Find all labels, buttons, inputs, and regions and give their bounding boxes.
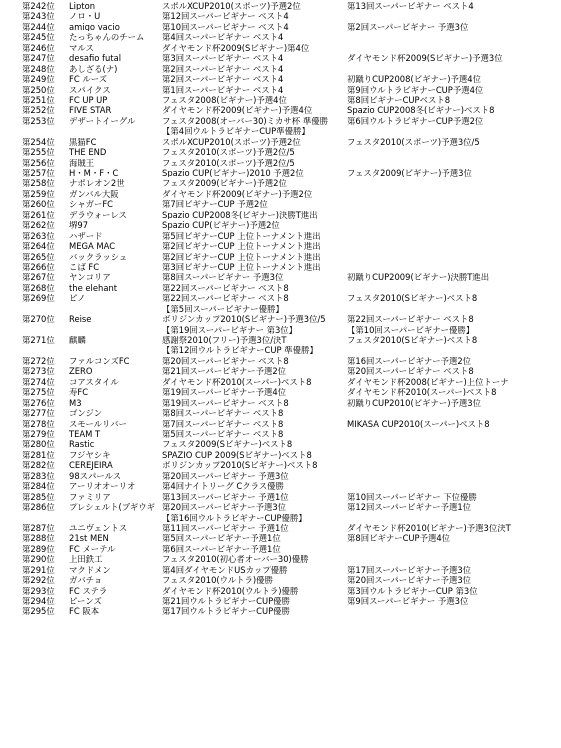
ranking-row	[0, 148, 561, 158]
ranking-row	[0, 159, 561, 169]
past-title-note: 【第5回スーパービギナー優勝】	[162, 304, 284, 314]
team-name-cell: CEREJEIRA	[69, 461, 113, 470]
team-name-cell: あしざる(ナ)	[69, 64, 118, 74]
ranking-row	[0, 440, 561, 450]
result-primary-cell: フェスタ2008(ビギナー)予選4位	[162, 95, 287, 105]
result-primary-cell: SPAZIO CUP 2009(Sビギナー)ベスト8	[162, 450, 312, 460]
team-name-cell: ナポレオン2世	[69, 179, 125, 188]
team-name-cell: FC ステラ	[69, 586, 108, 595]
ranking-row	[0, 555, 561, 565]
result-secondary-cell: 第6回ウルトラビギナーCUP予選2位	[347, 116, 484, 126]
ranking-row	[0, 566, 561, 576]
team-name-cell: 寿FC	[69, 388, 89, 397]
team-name-cell: 麒麟	[69, 336, 86, 345]
ranking-row	[0, 545, 561, 555]
rank-cell: 第286位	[22, 503, 55, 512]
result-secondary-cell: フェスタ2009(ビギナー)予選3位	[347, 169, 472, 178]
result-primary-cell: 第19回スーパービギナー予選4位	[162, 388, 287, 397]
rank-cell: 第258位	[22, 179, 55, 188]
rank-cell: 第274位	[22, 377, 55, 387]
rank-cell: 第249位	[22, 75, 55, 84]
rank-cell: 第271位	[22, 336, 55, 345]
team-name-cell: FC 阪本	[69, 607, 100, 616]
result-secondary-cell: 第16回スーパービギナー予選2位	[347, 356, 472, 366]
team-name-cell: M3	[69, 398, 82, 408]
rank-cell: 第289位	[22, 544, 55, 554]
result-primary-cell: ボリジンカップ2010(Sビギナー)ベスト8	[162, 461, 318, 470]
result-primary-cell: 第2回スーパービギナー ベスト4	[162, 64, 284, 74]
ranking-row	[0, 482, 561, 492]
ranking-row	[0, 54, 561, 64]
ranking-row	[0, 96, 561, 106]
ranking-row	[0, 2, 561, 12]
result-primary-cell: 第20回スーパービギナー 予選3位	[162, 471, 289, 481]
result-primary-cell: 感謝祭2010(フリー)予選3位/決T	[162, 336, 287, 345]
result-primary-cell: 第20回スーパービギナー予選3位	[162, 503, 287, 512]
team-name-cell: FIVE STAR	[69, 106, 112, 115]
rank-cell: 第294位	[22, 597, 55, 606]
ranking-row	[0, 420, 561, 430]
result-secondary-cell: 第10回スーパービギナー 下位優勝	[347, 492, 477, 502]
result-secondary-cell: 初蹴りCUP2008(ビギナー)予選4位	[347, 75, 481, 84]
ranking-row	[0, 284, 561, 294]
team-name-cell: マルス	[69, 43, 94, 53]
team-name-cell: デザートイーグル	[69, 116, 136, 126]
result-primary-cell: フェスタ2010(スポーツ)予選2位/5	[162, 158, 295, 167]
rank-cell: 第281位	[22, 450, 55, 460]
ranking-row	[0, 503, 561, 524]
team-name-cell: amigo vacio	[69, 22, 120, 32]
result-secondary-cell: ダイヤモンド杯2008(ビギナー)上位トーナ	[347, 377, 509, 387]
result-secondary-cell: 第17回スーパービギナー予選3位	[347, 565, 472, 575]
result-primary-cell: Spazio CUP2008冬(ビギナー)決勝T進出	[162, 210, 318, 220]
ranking-row	[0, 65, 561, 75]
rank-cell: 第269位	[22, 294, 55, 303]
ranking-row	[0, 409, 561, 419]
team-name-cell: H・M・F・C	[69, 169, 119, 178]
past-title-note-secondary: 【第10回スーパービギナー優勝】	[347, 325, 475, 334]
team-name-cell: 98スパールス	[69, 471, 122, 481]
rank-cell: 第260位	[22, 200, 55, 209]
team-name-cell: デラウォーレス	[69, 210, 127, 220]
rank-cell: 第261位	[22, 210, 55, 220]
team-name-cell: Reise	[69, 315, 92, 324]
result-secondary-cell: 第3回ウルトラビギナーCUP 第3位	[347, 586, 478, 595]
ranking-row	[0, 315, 561, 336]
result-primary-cell: フェスタ2009(Sビギナー)ベスト8	[162, 440, 293, 449]
rank-cell: 第265位	[22, 252, 55, 261]
ranking-row	[0, 33, 561, 43]
result-secondary-cell: 初蹴りCUP2009(ビギナー)決勝T進出	[347, 273, 490, 282]
ranking-row	[0, 23, 561, 33]
ranking-row	[0, 607, 561, 617]
rank-cell: 第295位	[22, 607, 55, 616]
result-secondary-cell: 第20回スーパービギナー ベスト8	[347, 367, 474, 376]
ranking-row	[0, 232, 561, 242]
rank-cell: 第288位	[22, 534, 55, 543]
ranking-row	[0, 336, 561, 357]
rank-cell: 第264位	[22, 242, 55, 251]
result-primary-cell: 第8回スーパービギナー ベスト8	[162, 409, 284, 418]
result-primary-cell: 第5回スーパービギナー予選1位	[162, 534, 281, 543]
result-primary-cell: フェスタ2008(オーバー30)ミカサ杯 準優勝	[162, 116, 328, 126]
ranking-row	[0, 117, 561, 138]
rank-cell: 第263位	[22, 231, 55, 241]
ranking-row	[0, 138, 561, 148]
team-name-cell: TEAM T	[69, 430, 101, 439]
result-secondary-cell: ダイヤモンド杯2010(スーパー)ベスト8	[347, 388, 497, 397]
ranking-row	[0, 200, 561, 210]
result-primary-cell: 第5回ビギナーCUP 上位トーナメント進出	[162, 231, 321, 241]
rank-cell: 第272位	[22, 356, 55, 366]
result-primary-cell: 第3回ビギナーCUP 上位トーナメント進出	[162, 262, 321, 272]
rank-cell: 第277位	[22, 409, 55, 418]
result-primary-cell: 第3回スーパービギナー ベスト4	[162, 54, 284, 63]
team-name-cell: ファルコンズFC	[69, 356, 130, 366]
team-name-cell: アーリオオーリオ	[69, 482, 136, 491]
result-primary-cell: 第2回ビギナーCUP 上位トーナメント進出	[162, 252, 321, 261]
past-title-note: 【第4回ウルトラビギナーCUP準優勝】	[162, 127, 310, 136]
team-name-cell: スモールリバー	[69, 419, 127, 428]
ranking-row	[0, 221, 561, 231]
result-primary-cell: ダイヤモンド杯2009(ビギナー)予選2位	[162, 189, 313, 199]
rank-cell: 第290位	[22, 555, 55, 564]
result-primary-cell: 第20回スーパービギナー ベスト8	[162, 356, 289, 366]
result-primary-cell: 第2回ビギナーCUP 上位トーナメント進出	[162, 242, 321, 251]
rank-cell: 第291位	[22, 565, 55, 575]
result-primary-cell: 第21回ウルトラビギナーCUP優勝	[162, 597, 290, 606]
result-secondary-cell: ダイヤモンド杯2010(ビギナー)予選3位決T	[347, 523, 511, 533]
rank-cell: 第278位	[22, 419, 55, 428]
ranking-row	[0, 461, 561, 471]
rank-cell: 第259位	[22, 189, 55, 199]
team-name-cell: 堺97	[69, 221, 89, 230]
result-primary-cell: 第6回スーパービギナー予選1位	[162, 544, 281, 554]
team-name-cell: ゴンジン	[69, 409, 103, 418]
ranking-row	[0, 169, 561, 179]
ranking-row	[0, 451, 561, 461]
team-name-cell: ファミリア	[69, 492, 111, 502]
rank-cell: 第273位	[22, 367, 55, 376]
result-primary-cell: 第22回スーパービギナー ベスト8	[162, 283, 289, 293]
team-name-cell: ノロ・U	[69, 12, 101, 21]
rank-cell: 第292位	[22, 576, 55, 585]
team-name-cell: ガンバル大阪	[69, 189, 119, 199]
result-secondary-cell: フェスタ2010(Sビギナー)ベスト8	[347, 336, 478, 345]
ranking-row	[0, 179, 561, 189]
result-primary-cell: 第8回スーパービギナー 予選3位	[162, 273, 284, 282]
rank-cell: 第255位	[22, 148, 55, 157]
result-primary-cell: 第17回ウルトラビギナーCUP優勝	[162, 607, 290, 616]
ranking-row	[0, 367, 561, 377]
ranking-row	[0, 534, 561, 544]
rank-cell: 第244位	[22, 22, 55, 32]
ranking-row	[0, 493, 561, 503]
rank-cell: 第254位	[22, 137, 55, 147]
rank-cell: 第247位	[22, 54, 55, 63]
team-name-cell: 上田鉄工	[69, 555, 103, 564]
result-primary-cell: ダイヤモンド杯2009(ビギナー)予選4位	[162, 106, 313, 115]
past-title-note: 【第16回ウルトラビギナーCUP優勝】	[162, 513, 307, 522]
result-primary-cell: ボリジンカップ2010(Sビギナー)予選3位/5	[162, 315, 326, 324]
rank-cell: 第287位	[22, 523, 55, 533]
rank-cell: 第252位	[22, 106, 55, 115]
ranking-row	[0, 273, 561, 283]
ranking-row	[0, 75, 561, 85]
team-name-cell: THE END	[69, 148, 107, 157]
rank-cell: 第257位	[22, 169, 55, 178]
result-secondary-cell: Spazio CUP2008冬(ビギナー)ベスト8	[347, 106, 495, 115]
team-name-cell: ユニヴェントス	[69, 523, 128, 533]
team-name-cell: MEGA MAC	[69, 242, 116, 251]
result-primary-cell: 第22回スーパービギナー ベスト8	[162, 294, 289, 303]
result-primary-cell: 第7回ビギナーCUP 予選2位	[162, 200, 268, 209]
rank-cell: 第282位	[22, 461, 55, 470]
rank-cell: 第284位	[22, 482, 55, 491]
rank-cell: 第266位	[22, 262, 55, 272]
rank-cell: 第276位	[22, 398, 55, 408]
team-name-cell: ガバチョ	[69, 576, 103, 585]
team-name-cell: こば FC	[69, 262, 100, 272]
rank-cell: 第279位	[22, 430, 55, 439]
rank-cell: 第250位	[22, 85, 55, 94]
ranking-row	[0, 472, 561, 482]
team-name-cell: バックラッシュ	[69, 252, 128, 261]
result-primary-cell: ダイヤモンド杯2009(Sビギナー)第4位	[162, 43, 310, 53]
rank-cell: 第262位	[22, 221, 55, 230]
ranking-row	[0, 399, 561, 409]
result-primary-cell: 第12回スーパービギナー ベスト4	[162, 12, 289, 21]
ranking-row	[0, 253, 561, 263]
ranking-row	[0, 524, 561, 534]
result-primary-cell: 第13回スーパービギナー 予選1位	[162, 492, 289, 502]
result-secondary-cell: 第22回スーパービギナー ベスト8	[347, 315, 474, 324]
result-primary-cell: フェスタ2010(スポーツ)予選2位/5	[162, 148, 295, 157]
result-secondary-cell: 第2回スーパービギナー 予選3位	[347, 22, 469, 32]
result-primary-cell: スポルXCUP2010(スポーツ)予選2位	[162, 137, 301, 147]
result-primary-cell: 第21回スーパービギナー予選2位	[162, 367, 287, 376]
ranking-row	[0, 576, 561, 586]
result-primary-cell: 第7回スーパービギナー ベスト8	[162, 419, 284, 428]
ranking-row	[0, 106, 561, 116]
result-primary-cell: フェスタ2009(ビギナー)予選2位	[162, 179, 287, 188]
rank-cell: 第275位	[22, 388, 55, 397]
result-primary-cell: フェスタ2010(初心者オーバー30)優勝	[162, 555, 309, 564]
team-name-cell: たっちゃんのチーム	[69, 33, 145, 42]
team-name-cell: シャガーFC	[69, 200, 113, 209]
result-secondary-cell: フェスタ2010(Sビギナー)ベスト8	[347, 294, 478, 303]
team-name-cell: ZERO	[69, 367, 93, 376]
team-name-cell: ハザード	[69, 231, 103, 241]
result-secondary-cell: 第20回スーパービギナー予選3位	[347, 576, 472, 585]
team-name-cell: FC UP UP	[69, 95, 108, 105]
team-name-cell: FC メーテル	[69, 544, 116, 554]
rank-cell: 第293位	[22, 586, 55, 595]
ranking-row	[0, 430, 561, 440]
result-primary-cell: 第10回スーパービギナー ベスト4	[162, 22, 289, 32]
result-primary-cell: 第2回スーパービギナー ベスト4	[162, 75, 284, 84]
team-name-cell: FC ルーズ	[69, 75, 108, 84]
ranking-row	[0, 357, 561, 367]
result-primary-cell: ダイヤモンド杯2010(スーパー)ベスト8	[162, 377, 312, 387]
ranking-row	[0, 587, 561, 597]
team-name-cell: ピーンズ	[69, 597, 102, 606]
result-primary-cell: 第19回スーパービギナー ベスト8	[162, 398, 289, 408]
team-name-cell: 黒猫FC	[69, 137, 97, 147]
ranking-row	[0, 378, 561, 388]
ranking-row	[0, 86, 561, 96]
team-name-cell: desafio futal	[69, 54, 122, 63]
rank-cell: 第267位	[22, 273, 55, 282]
ranking-row	[0, 388, 561, 398]
result-primary-cell: 第4回スーパービギナー ベスト4	[162, 33, 284, 42]
result-primary-cell: 第1回スーパービギナー ベスト4	[162, 85, 284, 94]
team-name-cell: スパイクス	[69, 85, 111, 94]
rank-cell: 第246位	[22, 43, 55, 53]
team-name-cell: ヤンコリア	[69, 273, 111, 282]
past-title-note: 【第19回スーパービギナー 第3位】	[162, 325, 298, 334]
team-name-cell: フジヤシキ	[69, 450, 111, 460]
result-primary-cell: 第11回スーパービギナー 予選1位	[162, 523, 289, 533]
result-secondary-cell: 第13回スーパービギナー ベスト4	[347, 2, 474, 11]
result-primary-cell: 第4回ナイトリーグ Cクラス優勝	[162, 482, 284, 491]
team-name-cell: ピノ	[69, 294, 86, 303]
ranking-row	[0, 12, 561, 22]
ranking-row	[0, 242, 561, 252]
result-secondary-cell: 初蹴りCUP2010(ビギナー)予選3位	[347, 398, 481, 408]
ranking-row	[0, 263, 561, 273]
ranking-row	[0, 294, 561, 315]
result-secondary-cell: 第9回ウルトラビギナーCUP予選4位	[347, 85, 484, 94]
rank-cell: 第256位	[22, 158, 55, 167]
rank-cell: 第253位	[22, 116, 55, 126]
result-primary-cell: 第4回ダイヤモンドUSカップ優勝	[162, 565, 288, 575]
result-primary-cell: ダイヤモンド杯2010(ウルトラ)優勝	[162, 586, 299, 595]
rank-cell: 第268位	[22, 283, 55, 293]
result-secondary-cell: ダイヤモンド杯2009(Sビギナー)予選3位	[347, 54, 503, 63]
result-secondary-cell: 第8回ビギナーCUPベスト8	[347, 95, 451, 105]
team-name-cell: 21st MEN	[69, 534, 109, 543]
rank-cell: 第243位	[22, 12, 55, 21]
result-primary-cell: スポルXCUP2010(スポーツ)予選2位	[162, 2, 301, 11]
ranking-row	[0, 211, 561, 221]
result-primary-cell: Spazio CUP(ビギナー)予選2位	[162, 221, 280, 230]
rank-cell: 第270位	[22, 315, 55, 324]
ranking-row	[0, 597, 561, 607]
ranking-row	[0, 190, 561, 200]
result-secondary-cell: 第9回スーパービギナー 予選3位	[347, 597, 469, 606]
rank-cell: 第245位	[22, 33, 55, 42]
result-secondary-cell: MIKASA CUP2010(スーパー)ベスト8	[347, 419, 490, 428]
team-name-cell: プレシェルト(ブギウギ	[69, 503, 155, 512]
team-name-cell: 海賊王	[69, 158, 95, 167]
team-name-cell: Rastic	[69, 440, 95, 449]
past-title-note: 【第12回ウルトラビギナーCUP 準優勝】	[162, 346, 318, 355]
team-name-cell: マクドメン	[69, 565, 111, 575]
result-primary-cell: 第5回スーパービギナー ベスト8	[162, 430, 284, 439]
ranking-row	[0, 44, 561, 54]
team-name-cell: Lipton	[69, 2, 96, 11]
rank-cell: 第248位	[22, 64, 55, 74]
rank-cell: 第285位	[22, 492, 55, 502]
rank-cell: 第283位	[22, 471, 55, 481]
rank-cell: 第280位	[22, 440, 55, 449]
team-name-cell: コアスタイル	[69, 377, 119, 387]
result-secondary-cell: フェスタ2010(スポーツ)予選3位/5	[347, 137, 480, 147]
team-name-cell: the elehant	[69, 283, 118, 293]
result-primary-cell: フェスタ2010(ウルトラ)優勝	[162, 576, 273, 585]
rank-cell: 第242位	[22, 2, 55, 11]
result-secondary-cell: 第8回ビギナーCUP予選4位	[347, 534, 451, 543]
rank-cell: 第251位	[22, 95, 55, 105]
result-primary-cell: Spazio CUP(ビギナー)2010 予選2位	[162, 169, 304, 178]
result-secondary-cell: 第12回スーパービギナー予選1位	[347, 503, 472, 512]
